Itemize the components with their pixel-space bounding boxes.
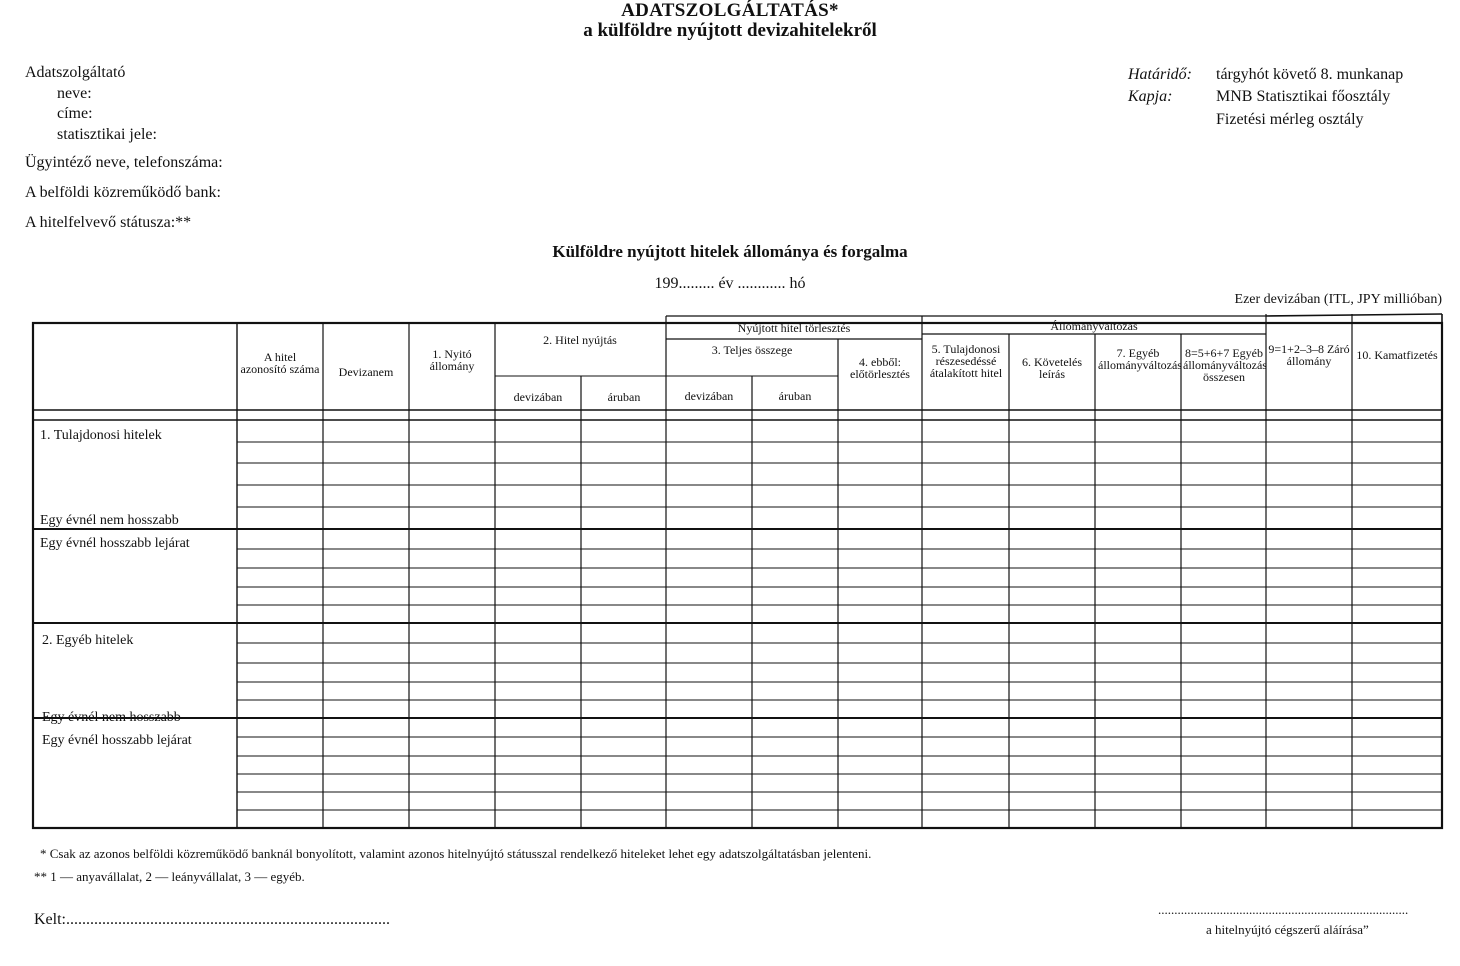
row-label-owner-long: Egy évnél hosszabb lejárat bbox=[40, 536, 190, 551]
col-header-3b: áruban bbox=[778, 389, 812, 403]
col-header-7: 7. Egyéb állományváltozás bbox=[1098, 346, 1182, 372]
signature-label: a hitelnyújtó cégszerű aláírása” bbox=[1206, 922, 1369, 937]
deadline-label: Határidő: bbox=[1128, 66, 1192, 83]
col-header-2b: áruban bbox=[607, 390, 641, 404]
col-header-2: 2. Hitel nyújtás bbox=[543, 333, 617, 347]
recipient-line2: Fizetési mérleg osztály bbox=[1216, 111, 1364, 128]
col-header-3: 3. Teljes összege bbox=[711, 343, 793, 357]
recipient-label: Kapja: bbox=[1128, 88, 1173, 105]
col-header-9: 9=1+2–3–8 Záró állomány bbox=[1268, 342, 1350, 368]
provider-statcode-field[interactable]: statisztikai jele: bbox=[57, 126, 157, 143]
provider-name-field[interactable]: neve: bbox=[57, 85, 92, 102]
recipient-line1: MNB Statisztikai főosztály bbox=[1216, 88, 1391, 105]
footnote-1: * Csak az azonos belföldi közreműködő banknál bonyolított, valamint azonos hitelnyújtó státusszal rendelkező hiteleket lehet egy adatszolgáltatásban jelenteni. bbox=[40, 846, 872, 861]
col-header-10: 10. Kamatfizetés bbox=[1356, 348, 1438, 362]
form-title: ADATSZOLGÁLTATÁS* bbox=[621, 0, 839, 21]
unit-note: Ezer devizában (ITL, JPY millióban) bbox=[1234, 292, 1442, 307]
date-place-field[interactable]: Kelt:................................................................................. bbox=[34, 911, 390, 928]
col-header-6: 6. Követelés leírás bbox=[1022, 355, 1082, 381]
period-field[interactable]: 199......... év ............ hó bbox=[654, 275, 806, 292]
col-header-3a: devizában bbox=[684, 389, 734, 403]
col-header-8: 8=5+6+7 Egyéb állományváltozás összesen bbox=[1183, 346, 1267, 384]
signature-line[interactable]: ............................................................................. bbox=[1158, 902, 1409, 917]
col-group-repay: Nyújtott hitel törlesztés bbox=[737, 321, 851, 335]
borrower-status-field[interactable]: A hitelfelvevő státusza:** bbox=[25, 214, 192, 231]
provider-address-field[interactable]: címe: bbox=[57, 105, 93, 122]
col-group-change: Állományváltozás bbox=[1050, 319, 1138, 333]
deadline-value: tárgyhót követő 8. munkanap bbox=[1216, 66, 1404, 83]
form-subtitle: a külföldre nyújtott devizahitelekről bbox=[583, 20, 877, 41]
col-header-1: 1. Nyitó állomány bbox=[429, 347, 475, 373]
row-label-other-loans: 2. Egyéb hitelek bbox=[42, 633, 134, 648]
col-header-5: 5. Tulajdonosi részesedéssé átalakított hitel bbox=[929, 342, 1003, 380]
row-sublabel-owner-short: Egy évnél nem hosszabb bbox=[40, 513, 179, 528]
contact-field[interactable]: Ügyintéző neve, telefonszáma: bbox=[25, 154, 223, 171]
row-label-owner-loans: 1. Tulajdonosi hitelek bbox=[40, 428, 162, 443]
row-label-other-long: Egy évnél hosszabb lejárat bbox=[42, 733, 192, 748]
footnote-2: ** 1 — anyavállalat, 2 — leányvállalat, 3 — egyéb. bbox=[34, 869, 305, 884]
table-title: Külföldre nyújtott hitelek állománya és forgalma bbox=[552, 242, 908, 261]
provider-label: Adatszolgáltató bbox=[25, 64, 126, 81]
col-header-2a: devizában bbox=[513, 390, 563, 404]
col-header-currency: Devizanem bbox=[338, 365, 394, 379]
row-sublabel-other-short: Egy évnél nem hosszabb bbox=[42, 710, 181, 725]
col-header-4: 4. ebből: előtörlesztés bbox=[850, 355, 910, 381]
bank-field[interactable]: A belföldi közreműködő bank: bbox=[25, 184, 221, 201]
col-header-id: A hitel azonosító száma bbox=[240, 350, 320, 376]
